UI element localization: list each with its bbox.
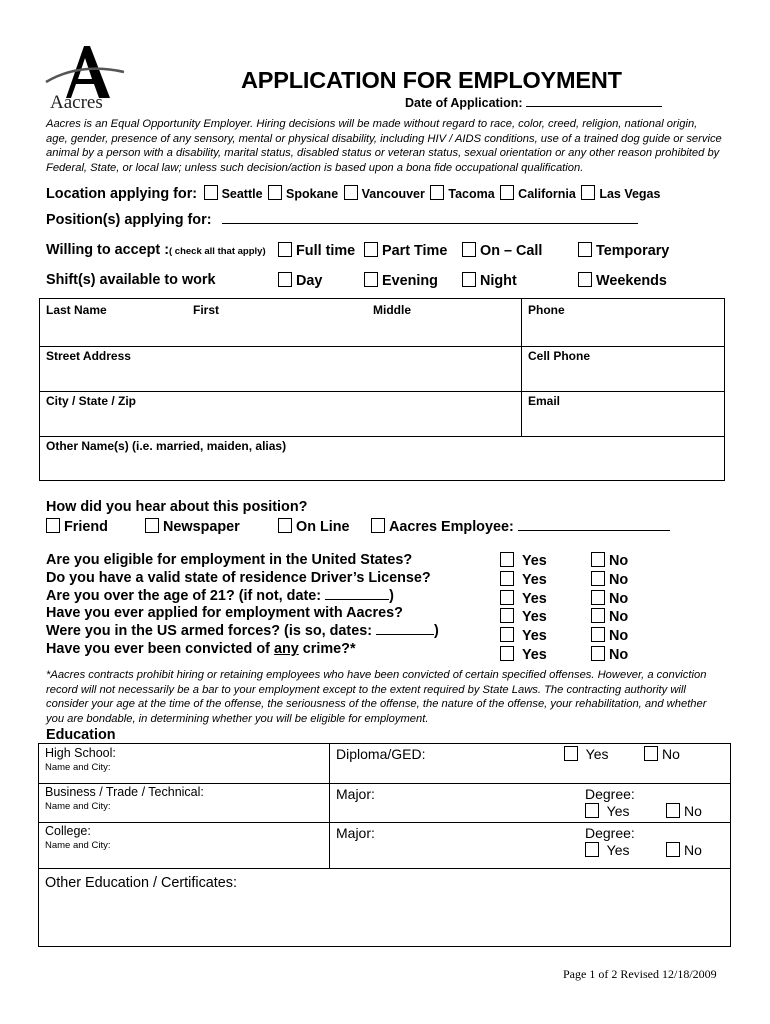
shift-night — [462, 272, 517, 289]
day-label: Day — [296, 273, 323, 289]
question-armed-close: ) — [434, 623, 439, 640]
checkbox-tacoma[interactable] — [430, 185, 444, 200]
diploma-no — [644, 746, 680, 762]
location-label: Location applying for: — [46, 186, 198, 202]
checkbox-no[interactable] — [591, 646, 605, 661]
college-degree-yes — [585, 842, 629, 858]
email-label: Email — [528, 394, 561, 408]
question-license: Do you have a valid state of residence Driver’s License? — [46, 569, 431, 586]
city-state-zip-label: City / State / Zip — [46, 394, 137, 408]
checkbox-diploma-yes[interactable] — [564, 746, 578, 761]
evening-label: Evening — [382, 273, 438, 289]
checkbox-college-degree-no[interactable] — [666, 842, 680, 857]
checkbox-night[interactable] — [462, 272, 476, 287]
location-row — [46, 185, 660, 203]
business-degree-label: Degree: — [585, 786, 635, 802]
no-option — [591, 646, 628, 665]
personal-info-table — [39, 298, 725, 481]
checkbox-california[interactable] — [500, 185, 514, 200]
question-age — [46, 588, 439, 606]
willing-label-group — [46, 242, 266, 258]
row-divider — [39, 822, 730, 823]
business-yes-label: Yes — [606, 803, 630, 819]
hear-question: How did you hear about this position? — [46, 499, 308, 515]
yes-label: Yes — [522, 553, 547, 569]
college-yes-label: Yes — [606, 842, 630, 858]
conviction-note: *Aacres contracts prohibit hiring or retaining employees who have been convicted of certain specified offenses. However, a conviction record will not necessarily be a bar to your employment except to the extent required by State Laws. The contracting authority will consider your age at the time of the offense, the seriousness of the offense, the nature of the offense, your rehabilitation, and whether you are bondable, in determining whether you will be eligible for employment. — [46, 669, 707, 725]
business-major-label: Major: — [336, 786, 375, 802]
row-divider — [39, 868, 730, 869]
checkbox-on-call[interactable] — [462, 242, 476, 257]
willing-label: Willing to accept : — [46, 242, 169, 258]
middle-name-label: Middle — [373, 303, 411, 317]
yes-label: Yes — [522, 609, 547, 626]
no-option — [591, 571, 628, 590]
checkbox-full-time[interactable] — [278, 242, 292, 257]
date-input-line[interactable] — [526, 106, 662, 107]
question-convicted-after: crime?* — [298, 640, 356, 657]
part-time-label: Part Time — [382, 243, 448, 259]
friend-label: Friend — [64, 519, 108, 535]
street-address-label: Street Address — [46, 349, 131, 363]
first-name-label: First — [193, 303, 220, 317]
position-input-line[interactable] — [222, 223, 638, 224]
no-option — [591, 627, 628, 646]
question-applied: Have you ever applied for employment with Aacres? — [46, 605, 403, 622]
question-convicted — [46, 641, 439, 659]
checkbox-spokane[interactable] — [268, 185, 282, 200]
high-school-label: High School: — [45, 746, 116, 760]
diploma-no-label: No — [662, 746, 680, 762]
diploma-yes — [564, 746, 608, 762]
shift-evening — [364, 272, 438, 289]
checkbox-business-degree-no[interactable] — [666, 803, 680, 818]
college-degree-no — [666, 842, 702, 858]
checkbox-aacres-employee[interactable] — [371, 518, 385, 533]
location-tacoma: Tacoma — [448, 187, 495, 201]
checkbox-no[interactable] — [591, 552, 605, 567]
hear-friend — [46, 518, 108, 535]
aacres-employee-input-line[interactable] — [518, 530, 670, 531]
page-title: APPLICATION FOR EMPLOYMENT — [241, 67, 622, 93]
college-label: College: — [45, 824, 91, 838]
column-divider — [329, 744, 330, 868]
row-divider — [40, 346, 724, 347]
yes-option — [500, 571, 547, 590]
college-no-label: No — [684, 842, 702, 858]
name-city-label: Name and City: — [45, 801, 111, 812]
checkbox-yes[interactable] — [500, 627, 514, 642]
location-seattle: Seattle — [221, 187, 263, 201]
row-divider — [40, 391, 724, 392]
night-label: Night — [480, 273, 517, 289]
checkbox-no[interactable] — [591, 608, 605, 623]
checkbox-temporary[interactable] — [578, 242, 592, 257]
checkbox-yes[interactable] — [500, 608, 514, 623]
yes-label: Yes — [522, 590, 547, 607]
checkbox-yes[interactable] — [500, 590, 514, 605]
willing-part-time — [364, 242, 447, 259]
no-label: No — [609, 553, 629, 569]
no-option — [591, 608, 628, 627]
checkbox-college-degree-yes[interactable] — [585, 842, 599, 857]
education-table — [38, 743, 731, 947]
shifts-label: Shift(s) available to work — [46, 272, 216, 288]
name-city-label: Name and City: — [45, 840, 111, 851]
eeo-statement: Aacres is an Equal Opportunity Employer. Hiring decisions will be made without regard to race, color, creed, religion, national origin, age, gender, presence of any sensory, mental or physical disability, including HIV / AIDS conditions, use of a trained dog guide or service animal by a person with a disability, marital status, disabled status or veteran status, sexual orientation or any other reason prohibited by Federal, State, or local law; unless such decision/action is based upon a bona fide occupational qualification. — [46, 118, 722, 174]
checkbox-weekends[interactable] — [578, 272, 592, 287]
no-label: No — [609, 590, 629, 607]
question-age-text: Are you over the age of 21? (if not, date: — [46, 587, 326, 604]
college-degree-label: Degree: — [585, 825, 635, 841]
diploma-label: Diploma/GED: — [336, 746, 426, 762]
business-label: Business / Trade / Technical: — [45, 785, 204, 799]
yes-column — [500, 552, 547, 665]
checkbox-newspaper[interactable] — [145, 518, 159, 533]
question-armed-text: Were you in the US armed forces? (is so, dates: — [46, 623, 377, 640]
on-call-label: On – Call — [480, 243, 543, 259]
column-divider — [521, 299, 522, 436]
diploma-yes-label: Yes — [585, 746, 609, 762]
willing-on-call — [462, 242, 542, 259]
phone-label: Phone — [528, 303, 565, 317]
checkbox-online[interactable] — [278, 518, 292, 533]
question-age-close: ) — [389, 587, 394, 604]
temporary-label: Temporary — [596, 243, 670, 259]
row-divider — [40, 436, 724, 437]
page-footer: Page 1 of 2 Revised 12/18/2009 — [563, 967, 717, 981]
name-city-label: Name and City: — [45, 762, 111, 773]
date-of-application — [405, 96, 662, 110]
willing-temporary — [578, 242, 669, 259]
checkbox-no[interactable] — [591, 590, 605, 605]
checkbox-part-time[interactable] — [364, 242, 378, 257]
position-row — [46, 212, 638, 228]
yes-option — [500, 646, 547, 665]
online-label: On Line — [296, 519, 350, 535]
question-armed-forces — [46, 623, 439, 641]
age-date-input-line[interactable] — [325, 599, 389, 600]
location-vancouver: Vancouver — [361, 187, 425, 201]
checkbox-no[interactable] — [591, 627, 605, 642]
checkbox-evening[interactable] — [364, 272, 378, 287]
question-eligible: Are you eligible for employment in the United States? — [46, 552, 413, 568]
business-no-label: No — [684, 803, 702, 819]
logo-name: Aacres — [50, 92, 103, 113]
weekends-label: Weekends — [596, 273, 667, 289]
armed-dates-input-line[interactable] — [376, 634, 434, 635]
business-degree-no — [666, 803, 702, 819]
yes-label: Yes — [522, 571, 547, 588]
location-spokane: Spokane — [286, 187, 339, 201]
yes-label: Yes — [522, 628, 547, 645]
date-label: Date of Application: — [405, 96, 523, 110]
hear-online — [278, 518, 350, 535]
checkbox-las-vegas[interactable] — [581, 185, 595, 200]
shift-weekends — [578, 272, 667, 289]
checkbox-vancouver[interactable] — [344, 185, 358, 200]
willing-note: ( check all that apply) — [169, 246, 266, 257]
no-label: No — [609, 609, 629, 626]
checkbox-diploma-no[interactable] — [644, 746, 658, 761]
checkbox-business-degree-yes[interactable] — [585, 803, 599, 818]
willing-full-time — [278, 242, 355, 259]
checkbox-day[interactable] — [278, 272, 292, 287]
question-convicted-before: Have you ever been convicted of — [46, 640, 274, 657]
no-label: No — [609, 571, 629, 588]
checkbox-friend[interactable] — [46, 518, 60, 533]
yes-option — [500, 627, 547, 646]
no-option — [591, 552, 628, 571]
question-convicted-any: any — [273, 640, 299, 657]
full-time-label: Full time — [296, 243, 356, 259]
newspaper-label: Newspaper — [163, 519, 240, 535]
checkbox-no[interactable] — [591, 571, 605, 586]
question-list — [46, 552, 439, 659]
location-las-vegas: Las Vegas — [599, 187, 661, 201]
business-degree-yes — [585, 803, 629, 819]
position-label: Position(s) applying for: — [46, 212, 212, 228]
yes-option — [500, 552, 547, 571]
last-name-label: Last Name — [46, 303, 107, 317]
checkbox-seattle[interactable] — [204, 185, 218, 200]
other-names-label: Other Name(s) (i.e. married, maiden, alias) — [46, 439, 287, 453]
college-major-label: Major: — [336, 825, 375, 841]
education-heading: Education — [46, 727, 116, 743]
no-column — [591, 552, 628, 665]
other-education-label: Other Education / Certificates: — [45, 875, 237, 891]
hear-aacres-employee — [371, 518, 670, 535]
shift-day — [278, 272, 322, 289]
checkbox-yes[interactable] — [500, 552, 514, 567]
checkbox-yes[interactable] — [500, 571, 514, 586]
yes-label: Yes — [522, 646, 547, 663]
checkbox-yes[interactable] — [500, 646, 514, 661]
aacres-employee-label: Aacres Employee: — [389, 519, 514, 535]
hear-newspaper — [145, 518, 240, 535]
no-option — [591, 590, 628, 609]
location-california: California — [518, 187, 576, 201]
cell-phone-label: Cell Phone — [528, 349, 591, 363]
row-divider — [39, 783, 730, 784]
yes-option — [500, 608, 547, 627]
aacres-logo — [40, 42, 126, 114]
no-label: No — [609, 628, 629, 645]
no-label: No — [609, 646, 629, 663]
yes-option — [500, 590, 547, 609]
